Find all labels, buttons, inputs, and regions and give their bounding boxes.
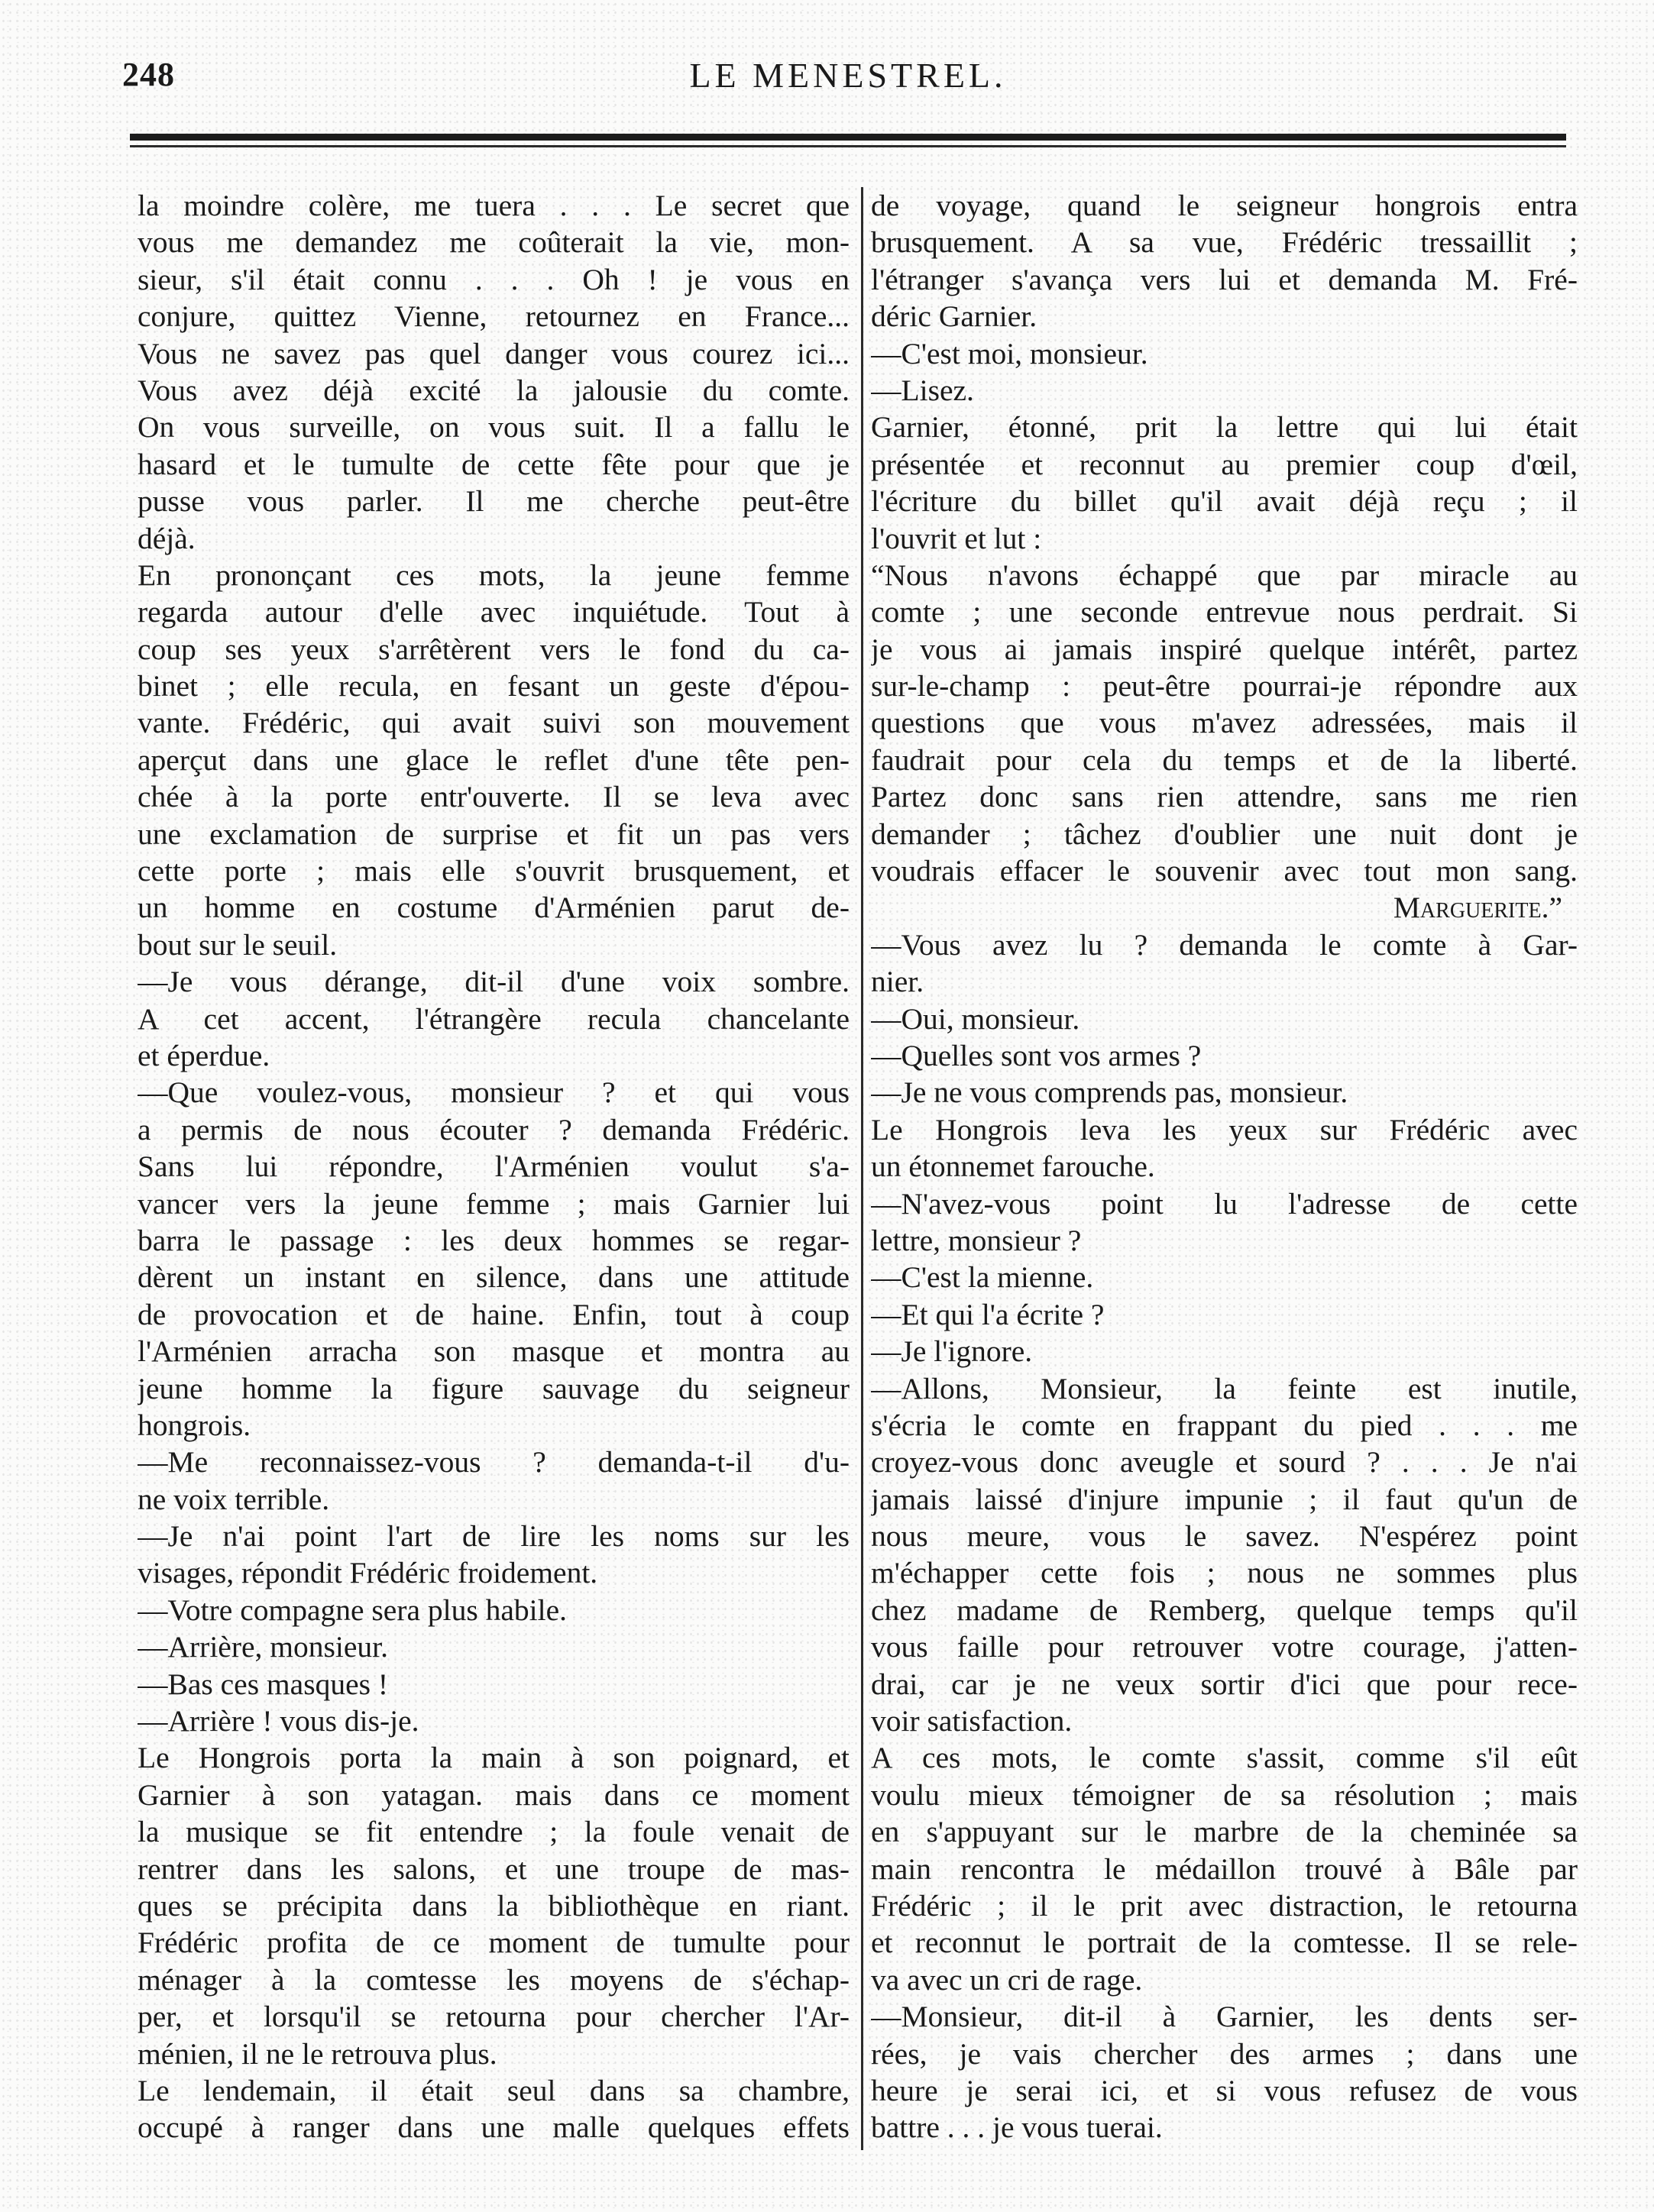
text-line: Partez donc sans rien attendre, sans me rien (871, 780, 1578, 814)
text-line: —Allons, Monsieur, la feinte est inutile, (871, 1371, 1578, 1405)
text-line: —Je n'ai point l'art de lire les noms sur les (138, 1519, 850, 1554)
text-line: —Votre compagne sera plus habile. (138, 1593, 567, 1627)
text-line: —N'avez-vous point lu l'adresse de cette (871, 1186, 1578, 1221)
text-line: m'échapper cette fois ; nous ne sommes plus (871, 1556, 1578, 1590)
text-line: Vous ne savez pas quel danger vous courez ici... (138, 336, 850, 370)
text-line: et éperdue. (138, 1038, 270, 1072)
text-line: voulu mieux témoigner de sa résolution ; mais (871, 1777, 1578, 1812)
text-line: déric Garnier. (871, 299, 1037, 334)
text-line: ques se précipita dans la bibliothèque en riant. (138, 1888, 850, 1923)
text-line: main rencontra le médaillon trouvé à Bâle par (871, 1851, 1578, 1886)
right-text-column (871, 187, 1578, 2146)
text-line: Sans lui répondre, l'Arménien voulut s'a- (138, 1150, 850, 1184)
text-line: —Que voulez-vous, monsieur ? et qui vous (138, 1075, 850, 1110)
text-line: l'ouvrit et lut : (871, 521, 1042, 555)
text-line: vous me demandez me coûterait la vie, mon- (138, 225, 850, 260)
text-line: —Et qui l'a écrite ? (871, 1297, 1105, 1331)
text-line: de voyage, quand le seigneur hongrois entra (871, 189, 1578, 222)
text-line: voudrais effacer le souvenir avec tout mon sang. (871, 854, 1578, 888)
text-line: la moindre colère, me tuera . . . Le secret que (138, 189, 850, 222)
text-line: hasard et le tumulte de cette fête pour que je (138, 447, 850, 481)
text-line: ménien, il ne le retrouva plus. (138, 2036, 497, 2071)
text-line: vante. Frédéric, qui avait suivi son mouvement (138, 706, 850, 740)
text-line: —Monsieur, dit-il à Garnier, les dents ser- (871, 2000, 1578, 2034)
text-line: je vous ai jamais inspiré quelque intérêt, partez (871, 632, 1578, 666)
text-line: occupé à ranger dans une malle quelques effets (138, 2110, 850, 2145)
text-line: —Lisez. (871, 373, 974, 407)
text-line: aperçut dans une glace le reflet d'une tête pen- (138, 742, 850, 777)
text-line: —Bas ces masques ! (138, 1667, 388, 1701)
text-line: un étonnemet farouche. (871, 1150, 1155, 1184)
text-line: de provocation et de haine. Enfin, tout à coup (138, 1297, 850, 1331)
text-line: drai, car je ne veux sortir d'ici que pour rece- (871, 1667, 1578, 1701)
text-line: l'Arménien arracha son masque et montra au (138, 1334, 850, 1369)
text-line: vous faille pour retrouver votre courage, j'atten- (871, 1630, 1578, 1664)
text-line: un homme en costume d'Arménien parut de- (138, 891, 850, 925)
text-line: En prononçant ces mots, la jeune femme (138, 558, 850, 592)
text-line: chée à la porte entr'ouverte. Il se leva avec (138, 780, 850, 814)
text-line: comte ; une seconde entrevue nous perdrait. Si (871, 595, 1578, 629)
text-line: nous meure, vous le savez. N'espérez point (871, 1519, 1578, 1554)
text-line: sieur, s'il était connu . . . Oh ! je vous en (138, 262, 850, 296)
text-line: dèrent un instant en silence, dans une attitude (138, 1260, 850, 1295)
text-line: l'écriture du billet qu'il avait déjà reçu ; il (871, 484, 1578, 519)
text-line: Frédéric profita de ce moment de tumulte pour (138, 1926, 850, 1960)
text-line: va avec un cri de rage. (871, 1962, 1143, 1997)
text-line: —Me reconnaissez-vous ? demanda-t-il d'u- (138, 1445, 850, 1480)
text-line: —Oui, monsieur. (871, 1001, 1080, 1036)
text-line: —Arrière, monsieur. (138, 1630, 388, 1664)
text-line: per, et lorsqu'il se retourna pour chercher l'Ar- (138, 2000, 850, 2034)
text-line: s'écria le comte en frappant du pied . . . me (871, 1408, 1578, 1442)
text-line: regarda autour d'elle avec inquiétude. Tout à (138, 595, 850, 629)
text-line: vancer vers la jeune femme ; mais Garnier lui (138, 1186, 850, 1221)
text-line: et reconnut le portrait de la comtesse. Il se rele- (871, 1926, 1578, 1960)
text-line: binet ; elle recula, en fesant un geste d'épou- (138, 669, 850, 703)
text-line: pusse vous parler. Il me cherche peut-être (138, 484, 850, 519)
text-line: rentrer dans les salons, et une troupe de mas- (138, 1851, 850, 1886)
text-line: Garnier, étonné, prit la lettre qui lui était (871, 410, 1578, 445)
text-line: rées, je vais chercher des armes ; dans une (871, 2036, 1578, 2071)
text-line: en s'appuyant sur le marbre de la cheminée sa (871, 1815, 1578, 1849)
text-line: ne voix terrible. (138, 1482, 330, 1516)
text-line: barra le passage : les deux hommes se regar- (138, 1223, 850, 1257)
text-line: —Quelles sont vos armes ? (871, 1038, 1202, 1072)
header-rule-thin (130, 145, 1566, 147)
text-line: battre . . . je vous tuerai. (871, 2110, 1163, 2145)
text-line: la musique se fit entendre ; la foule venait de (138, 1815, 850, 1849)
text-line: hongrois. (138, 1408, 251, 1442)
text-line: “Nous n'avons échappé que par miracle au (871, 558, 1578, 592)
text-line: demander ; tâchez d'oublier une nuit dont je (871, 817, 1578, 851)
text-line: a permis de nous écouter ? demanda Frédéric. (138, 1112, 850, 1146)
text-line: Marguerite.” (1393, 891, 1562, 925)
text-line: heure je serai ici, et si vous refusez de vous (871, 2073, 1578, 2107)
text-line: Le Hongrois leva les yeux sur Frédéric avec (871, 1112, 1578, 1146)
text-line: l'étranger s'avança vers lui et demanda M. Fré- (871, 262, 1578, 296)
text-line: nier. (871, 965, 924, 999)
text-line: lettre, monsieur ? (871, 1223, 1082, 1257)
text-line: cette porte ; mais elle s'ouvrit brusquement, et (138, 854, 850, 888)
page-header (122, 55, 1574, 101)
text-line: Garnier à son yatagan. mais dans ce moment (138, 1777, 850, 1812)
text-line: On vous surveille, on vous suit. Il a fallu le (138, 410, 850, 445)
text-line: —C'est moi, monsieur. (871, 336, 1148, 370)
text-line: jamais laissé d'injure impunie ; il faut qu'un de (871, 1482, 1578, 1516)
text-line: faudrait pour cela du temps et de la liberté. (871, 742, 1578, 777)
text-line: croyez-vous donc aveugle et sourd ? . . . Je n'ai (871, 1445, 1578, 1480)
text-line: visages, répondit Frédéric froidement. (138, 1556, 598, 1590)
text-line: A cet accent, l'étrangère recula chancelante (138, 1001, 850, 1036)
text-line: chez madame de Remberg, quelque temps qu'il (871, 1593, 1578, 1627)
text-line: ménager à la comtesse les moyens de s'échap- (138, 1962, 850, 1997)
text-line: —Vous avez lu ? demanda le comte à Gar- (871, 927, 1578, 962)
header-rule-thick (130, 134, 1566, 141)
text-line: bout sur le seuil. (138, 927, 338, 962)
text-line: —C'est la mienne. (871, 1260, 1094, 1295)
left-text-column (138, 187, 850, 2146)
text-line: coup ses yeux s'arrêtèrent vers le fond du ca- (138, 632, 850, 666)
text-line: Le Hongrois porta la main à son poignard, et (138, 1741, 850, 1775)
text-line: présentée et reconnut au premier coup d'œil, (871, 447, 1578, 481)
journal-title: LE MENESTREL. (689, 56, 1007, 95)
text-line: A ces mots, le comte s'assit, comme s'il eût (871, 1741, 1578, 1775)
text-line: Le lendemain, il était seul dans sa chambre, (138, 2073, 850, 2107)
text-line: Frédéric ; il le prit avec distraction, le retourna (871, 1888, 1578, 1923)
text-line: voir satisfaction. (871, 1704, 1073, 1738)
text-line: sur-le-champ : peut-être pourrai-je répondre aux (871, 669, 1578, 703)
page-number: 248 (122, 56, 175, 93)
text-line: Vous avez déjà excité la jalousie du comte. (138, 373, 850, 407)
text-line: jeune homme la figure sauvage du seigneur (138, 1371, 850, 1405)
column-divider (861, 187, 863, 2150)
text-line: questions que vous m'avez adressées, mais il (871, 706, 1578, 740)
text-line: —Je ne vous comprends pas, monsieur. (871, 1075, 1348, 1110)
text-line: brusquement. A sa vue, Frédéric tressaillit ; (871, 225, 1578, 260)
text-line: —Je vous dérange, dit-il d'une voix sombre. (138, 965, 850, 999)
text-line: une exclamation de surprise et fit un pas vers (138, 817, 850, 851)
text-line: déjà. (138, 521, 196, 555)
text-line: conjure, quittez Vienne, retournez en France... (138, 299, 850, 334)
text-line: —Arrière ! vous dis-je. (138, 1704, 419, 1738)
text-line: —Je l'ignore. (871, 1334, 1033, 1369)
